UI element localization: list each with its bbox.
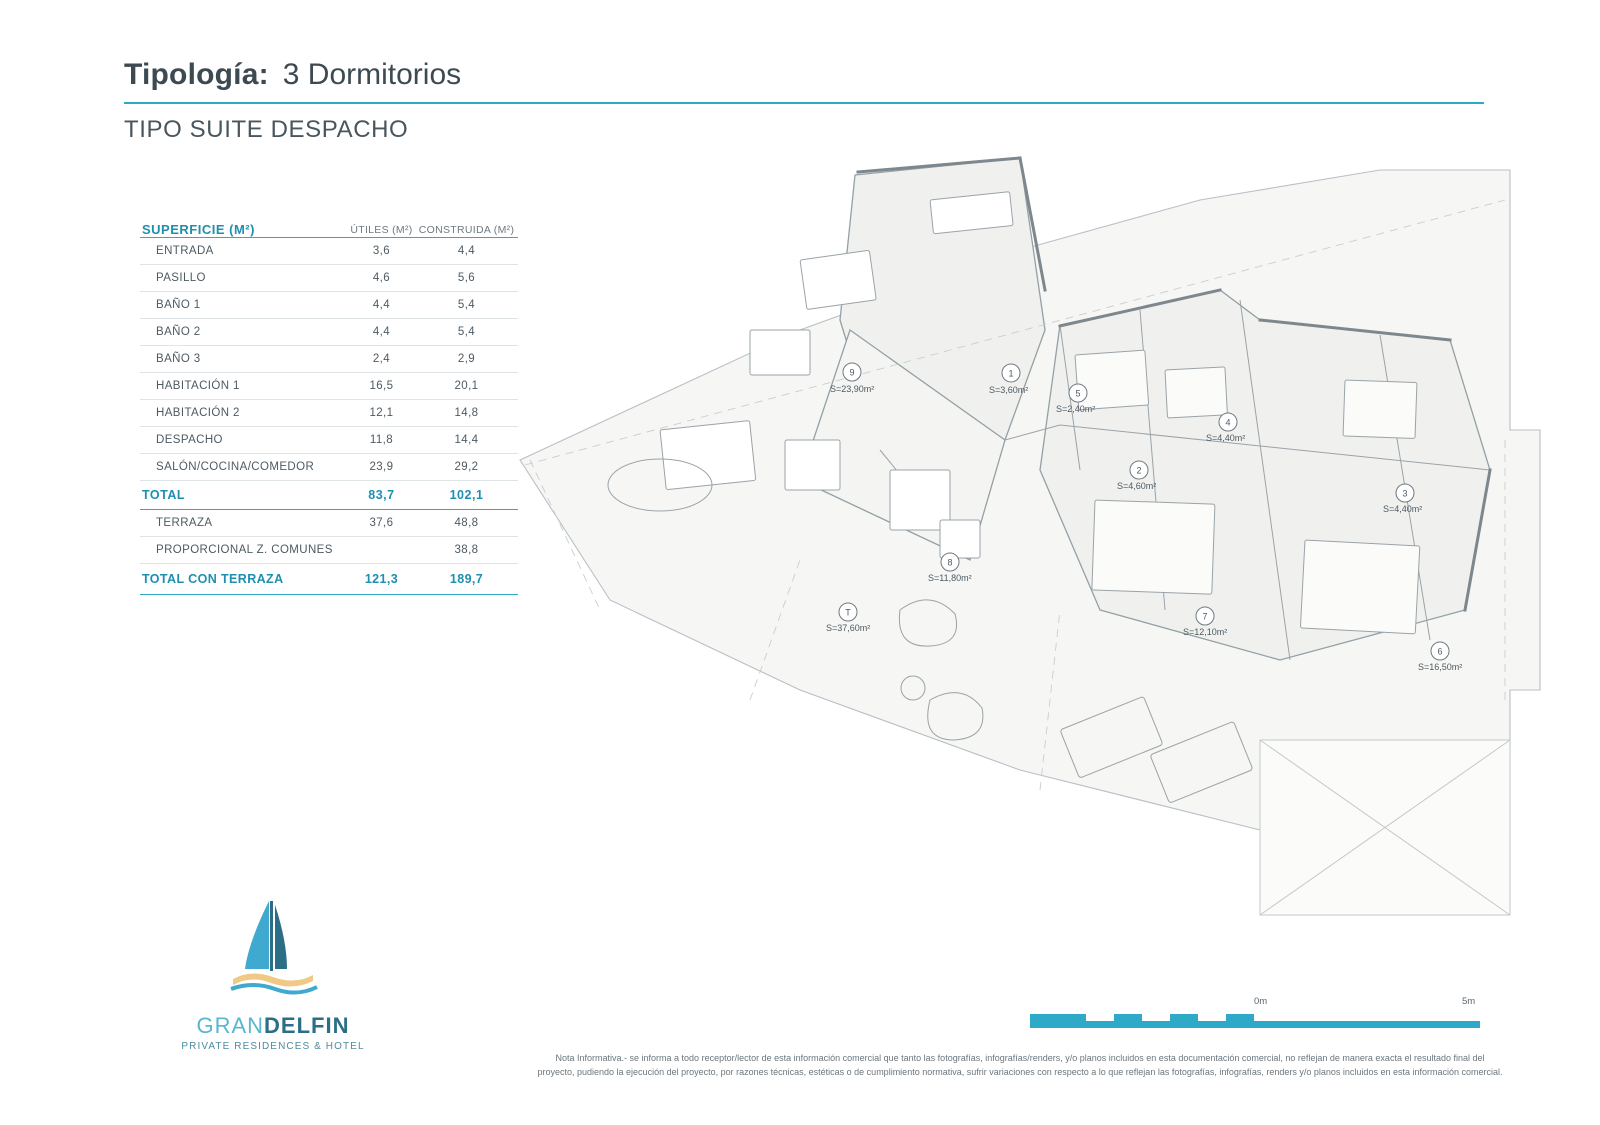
logo-tagline: PRIVATE RESIDENCES & HOTEL (181, 1041, 365, 1052)
sailboat-icon (225, 895, 321, 1007)
row-label: BAÑO 3 (140, 346, 348, 373)
surface-area-table (140, 222, 518, 595)
room-marker-id: 3 (1402, 488, 1408, 499)
table-row (140, 292, 518, 319)
row-label: TOTAL (140, 481, 348, 510)
row-utiles: 11,8 (348, 427, 415, 454)
page-header (124, 58, 1484, 144)
row-construida: 2,9 (415, 346, 518, 373)
table-row (140, 373, 518, 400)
room-marker-id: 6 (1437, 646, 1443, 657)
table-header-utiles: ÚTILES (M²) (348, 222, 415, 238)
row-utiles: 83,7 (348, 481, 415, 510)
table-row (140, 238, 518, 265)
table-header-surface: SUPERFICIE (M²) (140, 222, 348, 238)
row-utiles: 4,4 (348, 292, 415, 319)
room-area-label: S=16,50m² (1418, 662, 1463, 672)
row-construida: 14,8 (415, 400, 518, 427)
logo-name-second: DELFIN (264, 1013, 350, 1038)
table-row (140, 265, 518, 292)
row-construida: 29,2 (415, 454, 518, 481)
table-header-construida: CONSTRUIDA (M²) (415, 222, 518, 238)
room-marker-id: 2 (1136, 465, 1142, 476)
floor-plan (500, 140, 1560, 930)
table-row (140, 454, 518, 481)
room-marker-id: T (845, 607, 851, 618)
room-area-label: S=4,40m² (1206, 433, 1246, 443)
page-subtitle: TIPO SUITE DESPACHO (124, 116, 409, 143)
logo-wordmark (128, 1013, 418, 1039)
table-row-grand-total (140, 564, 518, 595)
row-label: ENTRADA (140, 238, 348, 265)
row-utiles: 121,3 (348, 564, 415, 595)
row-label: PROPORCIONAL Z. COMUNES (140, 537, 348, 564)
legal-note (520, 1052, 1520, 1079)
room-area-label: S=4,60m² (1117, 481, 1157, 491)
room-area-label: S=4,40m² (1383, 504, 1423, 514)
row-construida: 38,8 (415, 537, 518, 564)
page-title-value: 3 Dormitorios (282, 58, 462, 91)
row-utiles: 3,6 (348, 238, 415, 265)
row-utiles: 4,4 (348, 319, 415, 346)
row-label: TOTAL CON TERRAZA (140, 564, 348, 595)
row-utiles: 4,6 (348, 265, 415, 292)
table-row (140, 510, 518, 537)
page-title-label: Tipología: (124, 58, 269, 91)
scale-label-start: 0m (1254, 996, 1268, 1007)
row-construida: 5,6 (415, 265, 518, 292)
row-construida: 48,8 (415, 510, 518, 537)
table-row (140, 400, 518, 427)
brand-logo (128, 895, 418, 1052)
row-utiles: 2,4 (348, 346, 415, 373)
row-utiles: 23,9 (348, 454, 415, 481)
room-area-label: S=23,90m² (830, 384, 875, 394)
row-construida: 5,4 (415, 292, 518, 319)
row-utiles (348, 537, 415, 564)
row-utiles: 37,6 (348, 510, 415, 537)
row-label: SALÓN/COCINA/COMEDOR (140, 454, 348, 481)
row-label: BAÑO 2 (140, 319, 348, 346)
scale-bar (1030, 996, 1480, 1040)
legal-note-line1: Nota Informativa.- se informa a todo receptor/lector de esta información comercial que tanto las fotografías, infografías/renders, y/o planos incluidos en esta documentación comercial, no reflejan de manera exacta el resultado final del (555, 1053, 1485, 1063)
row-utiles: 16,5 (348, 373, 415, 400)
row-construida: 14,4 (415, 427, 518, 454)
row-label: PASILLO (140, 265, 348, 292)
room-area-label: S=3,60m² (989, 385, 1029, 395)
row-label: DESPACHO (140, 427, 348, 454)
table-body (140, 238, 518, 595)
room-area-label: S=11,80m² (928, 573, 972, 583)
logo-name-first: GRAN (196, 1013, 265, 1038)
table-row (140, 346, 518, 373)
room-marker-id: 7 (1202, 611, 1208, 622)
room-marker-id: 5 (1075, 388, 1081, 399)
room-area-label: S=37,60m² (826, 623, 871, 633)
row-construida: 102,1 (415, 481, 518, 510)
table-row (140, 319, 518, 346)
plan-geometry (520, 158, 1540, 915)
row-construida: 189,7 (415, 564, 518, 595)
table-row-total (140, 481, 518, 510)
row-label: HABITACIÓN 2 (140, 400, 348, 427)
room-marker-id: 8 (947, 557, 953, 568)
row-label: BAÑO 1 (140, 292, 348, 319)
row-label: TERRAZA (140, 510, 348, 537)
title-row (124, 58, 1484, 104)
scale-label-end: 5m (1462, 996, 1476, 1007)
table-row (140, 427, 518, 454)
room-marker-id: 1 (1008, 368, 1014, 379)
table-row (140, 537, 518, 564)
floor-plan-svg (500, 140, 1560, 930)
room-marker-id: 4 (1225, 417, 1231, 428)
room-marker-id: 9 (849, 367, 855, 378)
row-label: HABITACIÓN 1 (140, 373, 348, 400)
row-construida: 4,4 (415, 238, 518, 265)
row-construida: 20,1 (415, 373, 518, 400)
legal-note-line2: proyecto, pudiendo la ejecución del proyecto, por razones técnicas, estéticas o de cumplimiento normativa, sufrir variaciones con respecto a lo que reflejan las fotografías, infografías, renders y/o planos incluidos en esta información comercial. (537, 1066, 1503, 1077)
room-area-label: S=2,40m² (1056, 404, 1096, 414)
row-utiles: 12,1 (348, 400, 415, 427)
row-construida: 5,4 (415, 319, 518, 346)
room-area-label: S=12,10m² (1183, 627, 1228, 637)
